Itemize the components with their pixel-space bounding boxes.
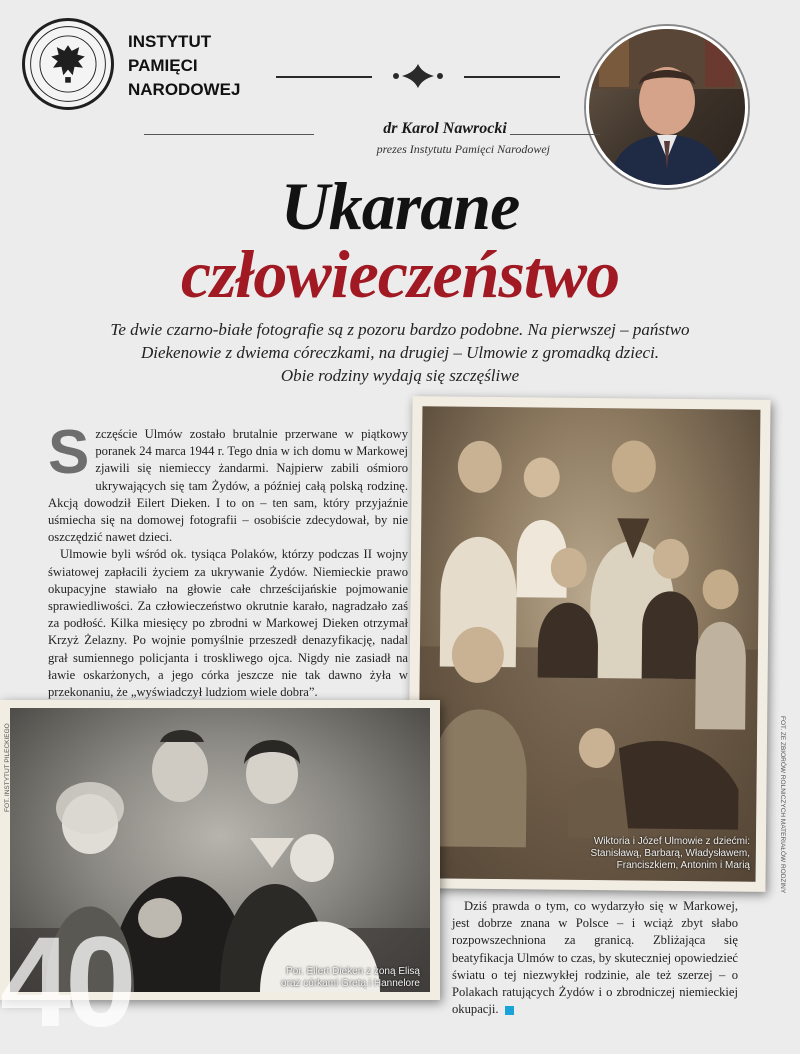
lead-line-3: Obie rodziny wydają się szczęśliwe: [280, 366, 520, 385]
institute-line-2: PAMIĘCI: [128, 56, 198, 75]
article-body-column-2: [452, 898, 738, 1018]
byline-rule-right: [510, 134, 600, 135]
author-name: dr Karol Nawrocki: [383, 120, 507, 137]
dieken-caption-line-2: oraz córkami Gretą i Hannelore: [281, 978, 420, 989]
institute-name: [128, 30, 278, 102]
ulma-photo-caption: [560, 836, 750, 872]
dieken-caption-line-1: Por. Eilert Dieken z żoną Elisą: [286, 966, 420, 977]
end-of-article-mark: [505, 1006, 514, 1015]
ulma-caption-line-3: Franciszkiem, Antonim i Marią: [616, 860, 750, 871]
institute-line-1: INSTYTUT: [128, 32, 212, 51]
article-paragraph-1: [48, 418, 408, 546]
article-body-column-1: [48, 418, 408, 701]
ulma-caption-line-1: Wiktoria i Józef Ulmowie z dziećmi:: [593, 836, 750, 847]
ipn-logo: [22, 18, 114, 110]
lead-paragraph: [100, 318, 700, 387]
credit-right-text: FOT. ZE ZBIORÓW ROLNICZYCH MATERIAŁÓW RODZINY: [779, 716, 786, 894]
paragraph-3-text: Dziś prawda o tym, co wydarzyło się w Markowej, jest dobrze znana w Polsce – i wciąż zbyt słabo rozpowszechniona za granicą. Zbliżająca się beatyfikacja Ulmów to czas, by skuteczniej opowiedzieć światu o tej niezwykłej rodzinie, ale też szerzej – o Polakach ratujących Żydów i o zbrodniczej niemieckiej okupacji.: [452, 899, 738, 1017]
photo-credit-left: [4, 712, 14, 832]
ulma-caption-line-2: Stanisławą, Barbarą, Władysławem,: [590, 848, 750, 859]
institute-line-3: NARODOWEJ: [128, 80, 241, 99]
byline-rule-left: [144, 134, 314, 135]
photo-credit-right: [778, 716, 790, 916]
ornament-rule-right: [464, 76, 560, 78]
ornament-rule-left: [276, 76, 372, 78]
eagle-seal-icon: [25, 21, 111, 107]
ulma-family-image: [418, 406, 761, 882]
drop-cap: S: [48, 418, 90, 487]
paragraph-1-text: zczęście Ulmów zostało brutalnie przerwane w piątkowy poranek 24 marca 1944 r. Tego dnia w ich domu w Markowej zjawili się niemieccy żandarmi. Najpierw zabili ośmioro ukrywających się tam Żydów, a później całą polską rodzinę. Akcją dowodził Eilert Dieken. I to on – ten sam, który przyjaźnie uśmiecha się na domowej fotografii – osobiście zdecydował, by nie oszczędzić nawet dzieci.: [48, 427, 408, 545]
article-paragraph-2: Ulmowie byli wśród ok. tysiąca Polaków, którzy podczas II wojny światowej zapłacili życiem za ukrywanie Żydów. Niemieckie prawo okupacyjne stawiało na głowie całe chrześcijańskie pojmowanie sprawiedliwości. Za człowieczeństwo okrutnie karało, nagradzało zaś za podłość. Kilka miesięcy po zbrodni w Markowej Dieken otrzymał Krzyż Żelazny. Po wojnie pomyślnie przeszedł denazyfikację, nadal grał sumiennego policjanta i troskliwego ojca. Nigdy nie zasiadł na ławie oskarżonych, a jego córka jeszcze nie tak dawno żyła w przekonaniu, że „wyświadczył ludziom wiele dobra”.: [48, 547, 408, 700]
fleuron-ornament-icon: [368, 62, 468, 90]
headline-line-2: człowieczeństwo: [180, 236, 620, 312]
author-portrait: [586, 26, 748, 188]
ulma-family-photo: [407, 396, 770, 892]
headline-line-1: Ukarane: [280, 168, 520, 244]
lead-line-2: Diekenowie z dwiema córeczkami, na drugiej – Ulmowie z gromadką dzieci.: [140, 343, 660, 362]
lead-line-1: Te dwie czarno-białe fotografie są z pozoru bardzo podobne. Na pierwszej – państwo: [110, 320, 690, 339]
dieken-photo-caption: [230, 966, 420, 990]
credit-left-text: FOT. INSTYTUT PILECKIEGO: [4, 723, 11, 812]
page-number: 40: [0, 911, 131, 1054]
article-paragraph-3: [452, 898, 738, 1018]
author-role: prezes Instytutu Pamięci Narodowej: [376, 142, 550, 156]
